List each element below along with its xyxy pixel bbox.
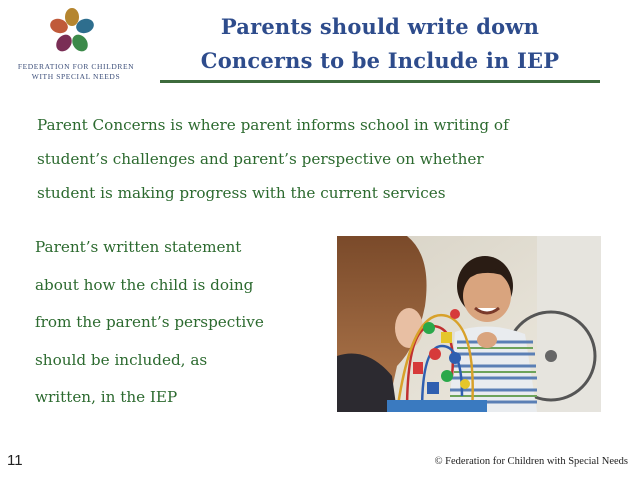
flower-heart-icon xyxy=(48,6,96,56)
organization-logo xyxy=(8,6,144,96)
logo-text-line-1: FEDERATION FOR CHILDREN xyxy=(17,62,135,71)
intro-paragraph xyxy=(37,108,627,210)
intro-line: Parent Concerns is where parent informs school in writing of xyxy=(37,116,509,134)
statement-line: written, in the IEP xyxy=(35,388,178,406)
intro-line: student is making progress with the current services xyxy=(37,184,446,202)
statement-line: about how the child is doing xyxy=(35,275,254,294)
slide-title xyxy=(160,10,600,78)
child-with-toy-photo xyxy=(337,236,601,412)
statement-line: from the parent’s perspective xyxy=(35,313,264,331)
statement-line: Parent’s written statement xyxy=(35,238,242,256)
copyright-footer: © Federation for Children with Special Needs xyxy=(434,456,628,467)
statement-paragraph xyxy=(35,229,325,417)
intro-line: student’s challenges and parent’s perspective on whether xyxy=(37,150,484,168)
slide-title-line-2: Concerns to be Include in IEP xyxy=(200,48,560,73)
statement-line: should be included, as xyxy=(35,350,208,369)
title-underline xyxy=(160,80,600,83)
slide-title-line-1: Parents should write down xyxy=(220,14,540,39)
page-number: 11 xyxy=(7,452,23,469)
logo-text-line-2: WITH SPECIAL NEEDS xyxy=(31,72,121,81)
